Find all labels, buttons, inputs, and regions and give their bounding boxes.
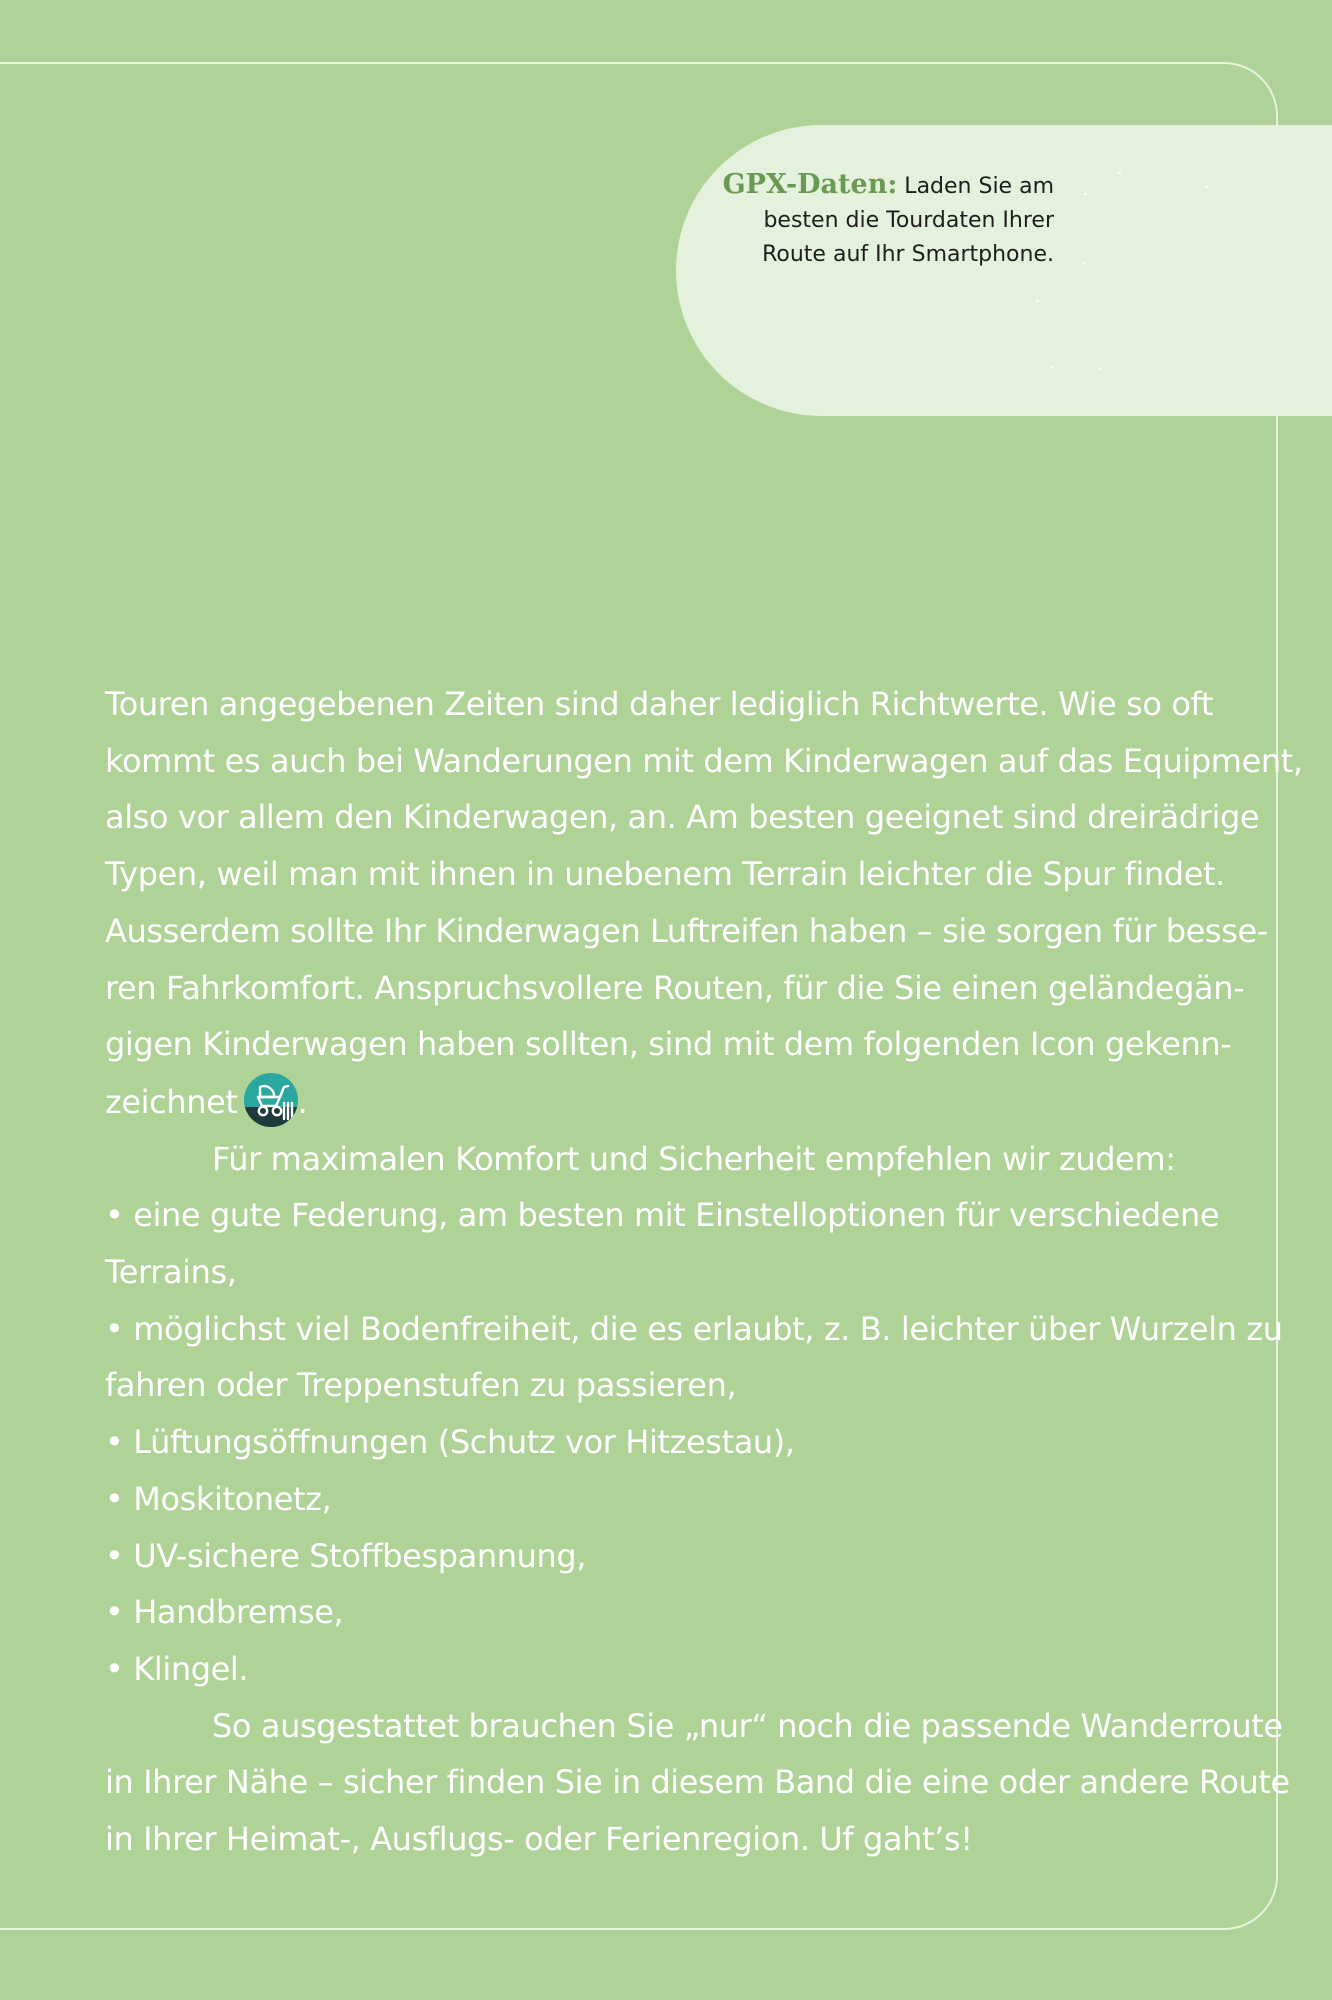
speck	[1118, 172, 1121, 174]
gpx-info-text	[700, 168, 1054, 272]
gpx-description: Laden Sie am besten die Tourdaten Ihrer Route auf Ihr Smartphone.	[762, 174, 1054, 267]
list-item: • UV-sichere Stoffbespannung,	[105, 1536, 587, 1575]
text-line: ren Fahrkomfort. Anspruchsvollere Routen, für die Sie einen geländegän-	[105, 968, 1245, 1007]
list-item: fahren oder Treppenstufen zu passieren,	[105, 1366, 737, 1405]
text-line: Ausserdem sollte Ihr Kinderwagen Luftreifen haben – sie sorgen für besse-	[105, 911, 1268, 950]
text-punct: .	[297, 1082, 308, 1121]
speck	[1205, 186, 1208, 188]
list-item: • Moskitonetz,	[105, 1479, 332, 1518]
text-line: kommt es auch bei Wanderungen mit dem Kinderwagen auf das Equipment,	[105, 741, 1303, 780]
list-item: • eine gute Federung, am besten mit Einstelloptionen für verschiedene	[105, 1196, 1220, 1235]
text-line: also vor allem den Kinderwagen, an. Am besten geeignet sind dreirädrige	[105, 798, 1260, 837]
all-terrain-stroller-icon	[244, 1073, 298, 1127]
text-line: Für maximalen Komfort und Sicherheit empfehlen wir zudem:	[212, 1139, 1176, 1178]
list-item: Terrains,	[105, 1253, 237, 1292]
list-item: • Handbremse,	[105, 1593, 344, 1632]
text-line: Touren angegebenen Zeiten sind daher lediglich Richtwerte. Wie so oft	[105, 685, 1214, 723]
list-item: • Lüftungsöffnungen (Schutz vor Hitzestau),	[105, 1423, 795, 1462]
list-item: • Klingel.	[105, 1649, 249, 1688]
text-line-with-icon	[105, 1073, 1205, 1131]
speck	[1050, 366, 1053, 368]
text-line: in Ihrer Heimat-, Ausflugs- oder Ferienregion. Uf gaht’s!	[105, 1820, 973, 1859]
list-item: • möglichst viel Bodenfreiheit, die es erlaubt, z. B. leichter über Wurzeln zu	[105, 1309, 1283, 1348]
text-line: in Ihrer Nähe – sicher finden Sie in diesem Band die eine oder andere Route	[105, 1763, 1290, 1802]
speck	[1036, 300, 1039, 302]
speck	[1098, 368, 1101, 370]
text-line: Typen, weil man mit ihnen in unebenem Terrain leichter die Spur findet.	[105, 855, 1225, 894]
speck	[1084, 193, 1087, 195]
gpx-label: GPX-Daten:	[722, 169, 898, 200]
speck	[1082, 262, 1085, 264]
text-word: zeichnet	[105, 1082, 238, 1121]
main-text	[105, 676, 1303, 1868]
text-line: gigen Kinderwagen haben sollten, sind mit dem folgenden Icon gekenn-	[105, 1025, 1232, 1064]
text-line: So ausgestattet brauchen Sie „nur“ noch die passende Wanderroute	[212, 1706, 1283, 1745]
